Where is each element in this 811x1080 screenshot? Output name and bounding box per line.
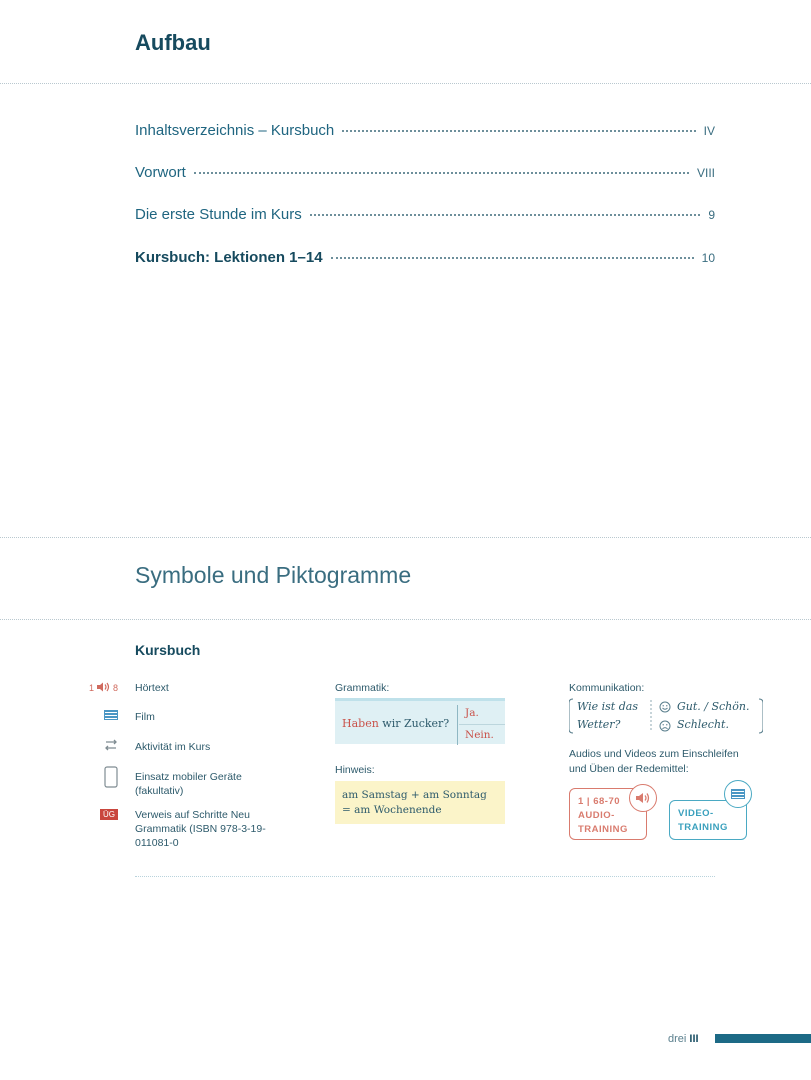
toc-page-number: 9	[708, 208, 715, 222]
page-number: drei III	[668, 1033, 699, 1045]
section-title-symbole: Symbole und Piktogramme	[135, 562, 412, 588]
smiley-happy-icon	[659, 700, 671, 718]
speaker-icon	[629, 784, 657, 812]
toc-item[interactable]	[135, 249, 715, 266]
video-training-badge: VIDEO- TRAINING	[669, 800, 747, 840]
toc-label: Kursbuch: Lektionen 1–14	[135, 249, 323, 266]
toc-leader-dots	[331, 257, 694, 259]
audio-video-description: und Üben der Redemittel:	[569, 763, 689, 775]
toc-page-number: IV	[703, 124, 715, 138]
toc-leader-dots	[310, 214, 701, 216]
grammar-ref-icon: ÜG	[78, 809, 118, 820]
section-title-aufbau: Aufbau	[135, 30, 211, 55]
divider	[0, 83, 811, 84]
communication-answer: Schlecht.	[677, 718, 729, 731]
communication-question: Wie ist das	[577, 700, 638, 713]
film-icon	[724, 780, 752, 808]
grammar-separator	[457, 705, 458, 745]
kommunikation-label: Kommunikation:	[569, 682, 645, 694]
divider	[0, 537, 811, 538]
grammar-answer-yes: Ja.	[465, 707, 479, 719]
communication-example	[569, 697, 763, 735]
hint-line: am Samstag + am Sonntag	[342, 789, 487, 801]
communication-question: Wetter?	[577, 718, 621, 731]
toc-leader-dots	[342, 130, 695, 132]
exchange-icon	[78, 739, 118, 753]
legend-label: Aktivität im Kurs	[135, 741, 211, 753]
communication-answer: Gut. / Schön.	[677, 700, 750, 713]
grammar-answer-no: Nein.	[465, 729, 494, 741]
grammatik-label: Grammatik:	[335, 682, 390, 694]
toc-item[interactable]	[135, 164, 715, 181]
legend-label: Film	[135, 711, 155, 723]
mobile-device-icon	[78, 766, 118, 790]
toc-label: Die erste Stunde im Kurs	[135, 206, 302, 223]
toc-item[interactable]	[135, 206, 715, 223]
divider	[135, 876, 715, 877]
hint-example-box	[335, 781, 505, 824]
toc-label: Vorwort	[135, 164, 186, 181]
audio-video-description: Audios und Videos zum Einschleifen	[569, 748, 739, 760]
grammar-example-box	[335, 698, 505, 744]
speaker-icon: 1 8	[88, 683, 118, 693]
divider	[0, 619, 811, 620]
footer-bar	[715, 1034, 811, 1043]
grammar-row-divider	[459, 724, 505, 725]
subsection-title-kursbuch: Kursbuch	[135, 642, 201, 658]
smiley-sad-icon	[659, 719, 671, 737]
toc-label: Inhaltsverzeichnis – Kursbuch	[135, 122, 335, 139]
legend-label: Einsatz mobiler Geräte (fakultativ)	[135, 771, 242, 797]
toc-leader-dots	[194, 172, 689, 174]
film-icon	[78, 709, 118, 723]
hint-line: = am Wochenende	[342, 804, 442, 816]
toc-page-number: VIII	[696, 166, 715, 180]
grammar-question: Haben wir Zucker?	[342, 717, 450, 730]
legend-label: Verweis auf Schritte Neu Grammatik (ISBN 978-3-19-011081-0	[135, 809, 266, 849]
hinweis-label: Hinweis:	[335, 764, 375, 776]
legend-label: Hörtext	[135, 682, 169, 694]
audio-training-badge: 1 | 68-70 AUDIO- TRAINING	[569, 788, 647, 840]
toc-item[interactable]	[135, 122, 715, 139]
toc-page-number: 10	[701, 251, 715, 265]
